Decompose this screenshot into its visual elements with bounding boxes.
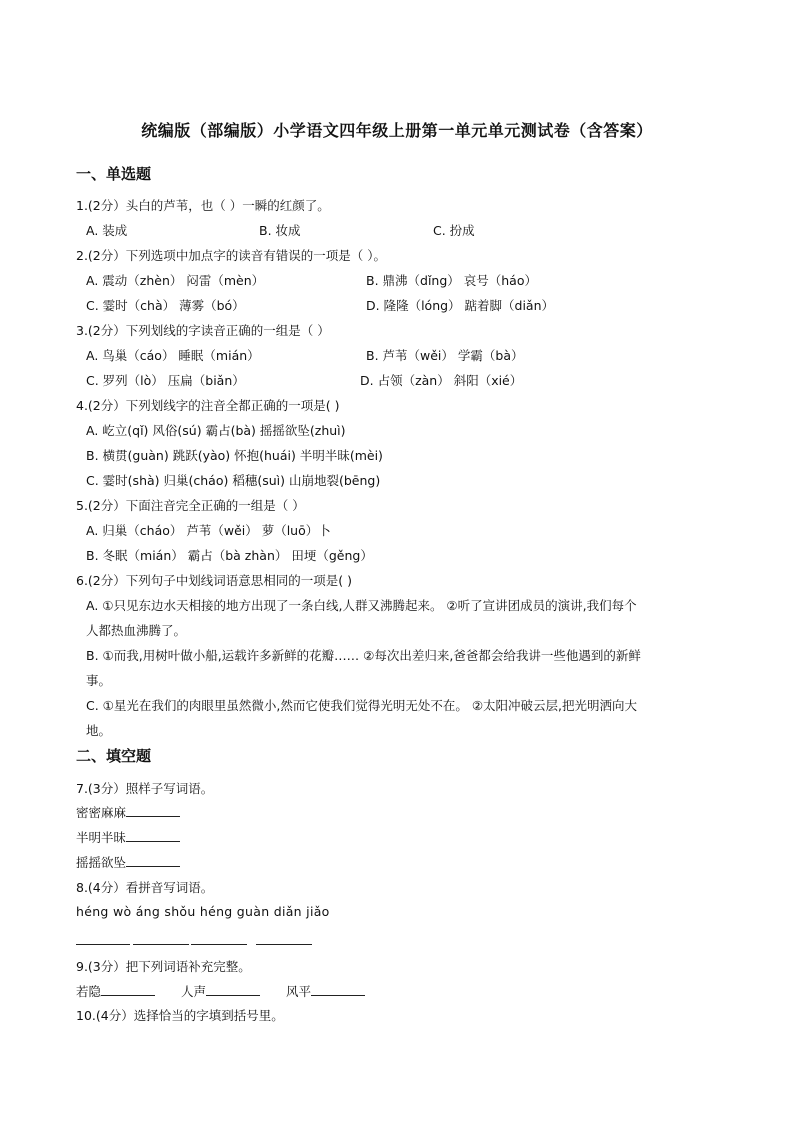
answer-blank[interactable] — [133, 943, 189, 945]
question-1-option-c: C. 扮成 — [433, 223, 475, 238]
question-6-option-c-line2: 地。 — [86, 723, 112, 738]
question-8-pinyin: héng wò áng shǒu héng guàn diǎn jiǎo — [76, 904, 330, 919]
question-4-option-a: A. 屹立(qǐ) 风俗(sú) 霸占(bà) 摇摇欲坠(zhuì) — [86, 423, 346, 438]
answer-blank[interactable] — [256, 943, 312, 945]
question-6-option-b-line1: B. ①而我,用树叶做小船,运载许多新鲜的花瓣…… ②每次出差归来,爸爸都会给我讲一些他遇到的新鲜 — [86, 648, 641, 663]
question-8-stem: 8.(4分）看拼音写词语。 — [76, 880, 214, 895]
question-2-option-b: B. 鼎沸（dǐng） 哀号（háo） — [366, 273, 537, 288]
answer-blank[interactable] — [101, 983, 155, 996]
question-7-word-3: 摇摇欲坠 — [76, 855, 127, 870]
question-3-option-a: A. 鸟巢（cáo） 睡眠（mián） — [86, 348, 260, 363]
question-7-stem: 7.(3分）照样子写词语。 — [76, 781, 214, 796]
answer-blank[interactable] — [126, 854, 180, 867]
question-9-word-3: 风平 — [285, 984, 311, 999]
section-heading-fill-blank: 二、填空题 — [76, 747, 152, 765]
question-9-word-2: 人声 — [180, 984, 206, 999]
question-3-option-c: C. 罗列（lò） 压扁（biǎn） — [86, 373, 245, 388]
question-3-option-b: B. 芦苇（wěi） 学霸（bà） — [366, 348, 524, 363]
question-6-option-c-line1: C. ①星光在我们的肉眼里虽然微小,然而它使我们觉得光明无处不在。 ②太阳冲破云层,把光明洒向大 — [86, 698, 638, 713]
answer-blank[interactable] — [191, 943, 247, 945]
answer-blank[interactable] — [126, 804, 180, 817]
question-1-option-a: A. 装成 — [86, 223, 128, 238]
question-6-option-b-line2: 事。 — [86, 673, 112, 688]
question-1-stem: 1.(2分）头白的芦苇，也（ ）一瞬的红颜了。 — [76, 198, 330, 213]
question-9-word-1: 若隐 — [76, 984, 102, 999]
question-4-option-c: C. 霎时(shà) 归巢(cháo) 稻穗(suì) 山崩地裂(bēng) — [86, 473, 381, 488]
question-6-stem: 6.(2分）下列句子中划线词语意思相同的一项是( ) — [76, 573, 352, 588]
question-9-stem: 9.(3分）把下列词语补充完整。 — [76, 959, 251, 974]
question-5-stem: 5.(2分）下面注音完全正确的一组是（ ） — [76, 498, 305, 513]
page-title: 统编版（部编版）小学语文四年级上册第一单元单元测试卷（含答案） — [141, 121, 653, 140]
answer-blank[interactable] — [206, 983, 260, 996]
question-7-word-2: 半明半昧 — [76, 830, 127, 845]
question-9-items — [76, 982, 365, 1000]
question-2-option-a: A. 震动（zhèn） 闷雷（mèn） — [86, 273, 265, 288]
question-7-item-3 — [76, 853, 180, 871]
answer-blank[interactable] — [76, 943, 130, 945]
question-2-option-c: C. 霎时（chà） 薄雾（bó） — [86, 298, 245, 313]
question-7-item-2 — [76, 828, 180, 846]
question-3-stem: 3.(2分）下列划线的字读音正确的一组是（ ） — [76, 323, 330, 338]
question-10-stem: 10.(4分）选择恰当的字填到括号里。 — [76, 1008, 284, 1023]
question-4-stem: 4.(2分）下列划线字的注音全都正确的一项是( ) — [76, 398, 340, 413]
answer-blank[interactable] — [311, 983, 365, 996]
question-6-option-a-line2: 人都热血沸腾了。 — [86, 623, 187, 638]
question-7-item-1 — [76, 803, 180, 821]
section-heading-single-choice: 一、单选题 — [76, 165, 152, 183]
question-6-option-a-line1: A. ①只见东边水天相接的地方出现了一条白线,人群又沸腾起来。 ②听了宣讲团成员的演讲,我们每个 — [86, 598, 637, 613]
question-3-option-d: D. 占领（zàn） 斜阳（xié） — [360, 373, 523, 388]
question-2-stem: 2.(2分）下列选项中加点字的读音有错误的一项是（ ）。 — [76, 248, 386, 263]
question-1-option-b: B. 妆成 — [259, 223, 301, 238]
question-2-option-d: D. 隆隆（lóng） 踮着脚（diǎn） — [366, 298, 555, 313]
question-4-option-b: B. 横贯(guàn) 跳跃(yào) 怀抱(huái) 半明半昧(mèi) — [86, 448, 383, 463]
question-5-option-b: B. 冬眠（mián） 霸占（bà zhàn） 田埂（gěng） — [86, 548, 373, 563]
question-7-word-1: 密密麻麻 — [76, 805, 127, 820]
answer-blank[interactable] — [126, 829, 180, 842]
question-5-option-a: A. 归巢（cháo） 芦苇（wěi） 萝（luō）卜 — [86, 523, 331, 538]
